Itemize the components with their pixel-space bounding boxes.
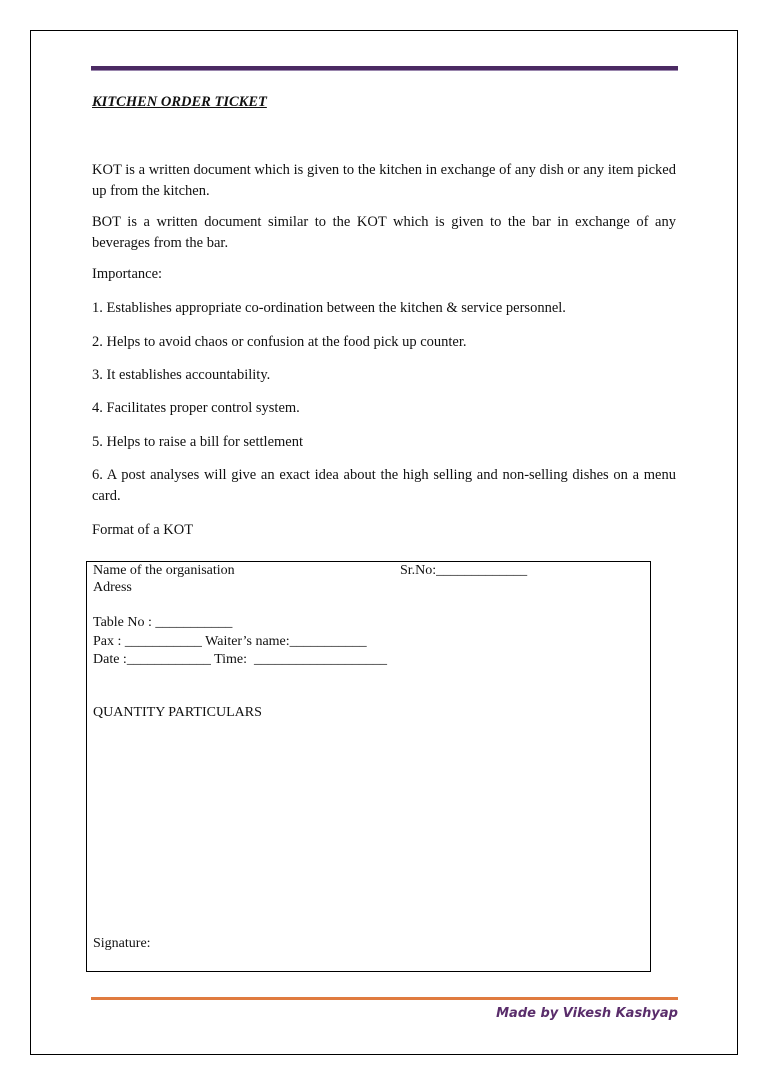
- kot-definition: KOT is a written document which is given to the kitchen in exchange of any dish or any item picked up from the kitchen.: [92, 162, 676, 199]
- date-time-field: Date :____________ Time: ___________________: [93, 652, 388, 667]
- pax-waiter-field: Pax : ___________ Waiter’s name:___________: [93, 634, 367, 649]
- importance-item-6: 6. A post analyses will give an exact idea about the high selling and non-selling dishes on a menu card.: [92, 467, 676, 504]
- importance-item-2: 2. Helps to avoid chaos or confusion at the food pick up counter.: [92, 334, 467, 350]
- importance-label: Importance:: [92, 266, 163, 282]
- footer-credit: Made by Vikesh Kashyap: [496, 1006, 678, 1021]
- format-label: Format of a KOT: [92, 522, 194, 538]
- quantity-particulars-header: QUANTITY PARTICULARS: [93, 705, 262, 720]
- table-number-field: Table No : ___________: [93, 615, 233, 630]
- document-title: KITCHEN ORDER TICKET: [92, 94, 267, 110]
- importance-item-1: 1. Establishes appropriate co-ordination between the kitchen & service personnel.: [92, 300, 566, 316]
- bot-definition: BOT is a written document similar to the KOT which is given to the bar in exchange of any beverages from the bar.: [92, 214, 676, 251]
- importance-item-3: 3. It establishes accountability.: [92, 367, 271, 383]
- signature-field: Signature:: [93, 936, 151, 951]
- importance-item-4: 4. Facilitates proper control system.: [92, 400, 300, 416]
- address-field: Adress: [93, 580, 132, 595]
- org-name-field: Name of the organisation: [93, 563, 235, 578]
- serial-number-field: Sr.No:_____________: [400, 563, 528, 578]
- importance-item-5: 5. Helps to raise a bill for settlement: [92, 434, 304, 450]
- footer-rule: [91, 997, 678, 1000]
- header-rule: [91, 66, 678, 71]
